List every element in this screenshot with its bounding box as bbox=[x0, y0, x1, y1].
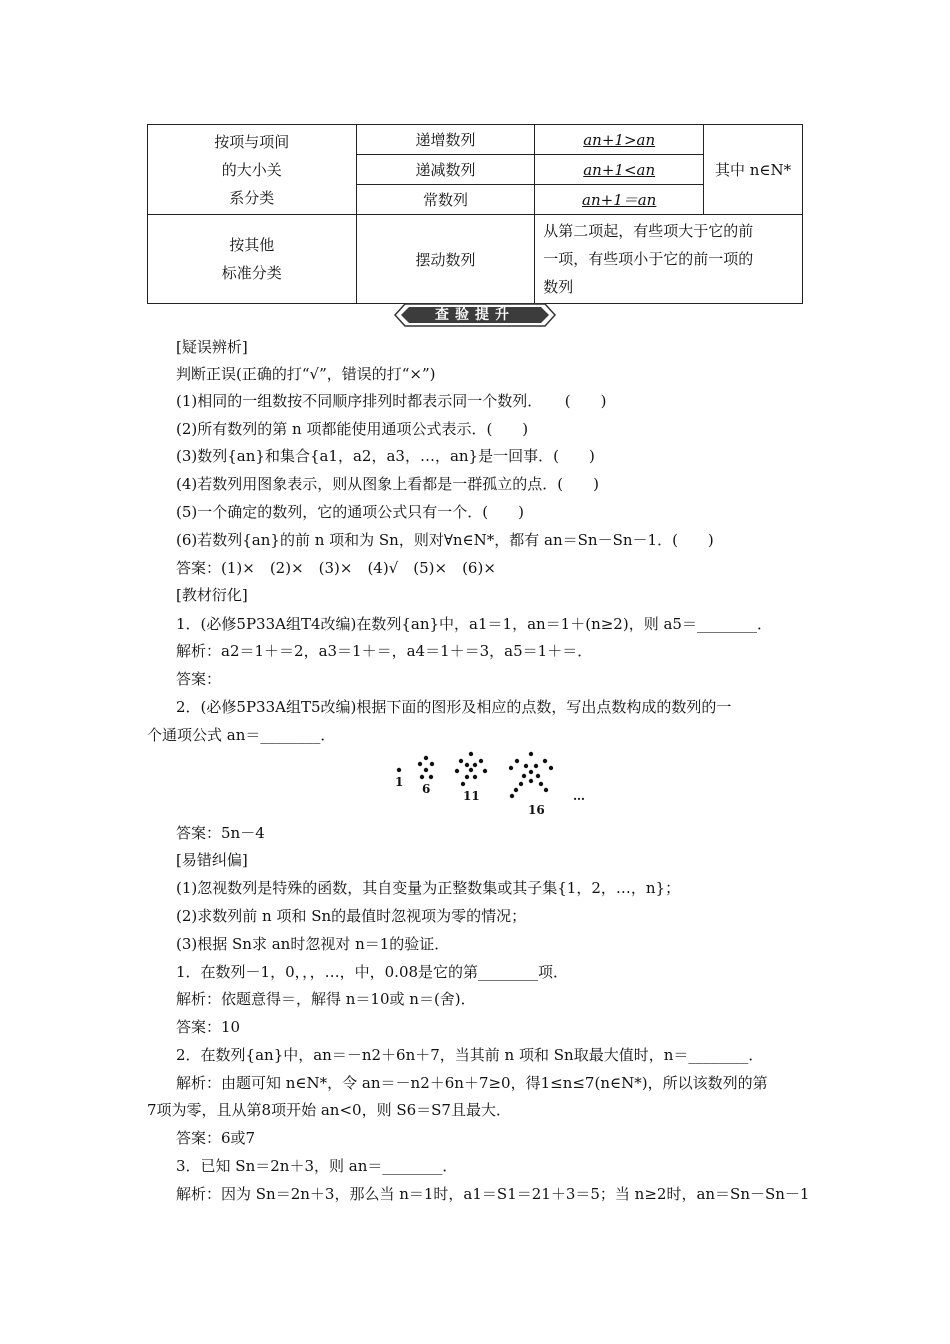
table-cell-note: 其中 n∈N* bbox=[704, 125, 803, 215]
text-line: 2．(必修5P33A组T5改编)根据下面的图形及相应的点数，写出点数构成的数列的一 bbox=[176, 698, 732, 716]
text-line: 答案：(1)× (2)× (3)× (4)√ (5)× (6)× bbox=[176, 559, 496, 577]
table-cell-text: 按项与项间 bbox=[214, 132, 290, 151]
description-line: 一项，有些项小于它的前一项的 bbox=[543, 250, 754, 268]
text-line: [疑误辨析] bbox=[176, 338, 248, 356]
text-line: [易错纠偏] bbox=[176, 851, 248, 869]
condition-text: an+1>an bbox=[583, 130, 656, 149]
text-line: (6)若数列{an}的前 n 项和为 Sn，则对∀n∈N*，都有 an＝Sn－Sn－1．( ) bbox=[176, 531, 714, 549]
text-line: 答案：6或7 bbox=[176, 1129, 256, 1147]
text-line: 1．在数列－1，0，，，…，中，0.08是它的第________项． bbox=[176, 963, 569, 981]
text-line: 2．在数列{an}中，an＝－n2＋6n＋7，当其前 n 项和 Sn取最大值时，n＝________． bbox=[176, 1046, 764, 1064]
figure-label: 1 bbox=[395, 775, 404, 789]
text-line: 3．已知 Sn＝2n＋3，则 an＝________． bbox=[176, 1157, 458, 1175]
figure-label: … bbox=[573, 789, 585, 803]
section-banner bbox=[393, 302, 557, 328]
text-line: 判断正误(正确的打“√”，错误的打“×”) bbox=[176, 365, 436, 383]
dot-pattern-figure bbox=[385, 748, 595, 820]
text-line: (4)若数列用图象表示，则从图象上看都是一群孤立的点．( ) bbox=[176, 475, 599, 493]
text-line: (1)相同的一组数按不同顺序排列时都表示同一个数列． ( ) bbox=[176, 392, 607, 410]
table-cell-text: 标准分类 bbox=[221, 264, 282, 282]
description-line: 数列 bbox=[543, 278, 574, 296]
text-line: 7项为零，且从第8项开始 an<0，则 S6＝S7且最大． bbox=[147, 1101, 511, 1119]
text-line: 答案： bbox=[176, 670, 222, 688]
text-line: 1．(必修5P33A组T4改编)在数列{an}中，a1＝1，an＝1＋(n≥2)，则 a5＝________． bbox=[176, 615, 772, 633]
description-line: 从第二项起，有些项大于它的前 bbox=[543, 222, 754, 240]
table-cell-text: 的大小关 bbox=[221, 160, 282, 179]
table-cell-condition bbox=[535, 155, 704, 185]
text-line: (2)所有数列的第 n 项都能使用通项公式表示．( ) bbox=[176, 420, 529, 438]
table-cell-description bbox=[535, 215, 803, 304]
table-cell-text: 系分类 bbox=[229, 188, 275, 207]
condition-text: an+1＝an bbox=[582, 191, 657, 209]
table-cell-type: 递增数列 bbox=[356, 125, 535, 155]
banner-title: 查验提升 bbox=[435, 307, 515, 323]
text-line: 个通项公式 an＝________． bbox=[147, 726, 336, 744]
text-line: 答案：10 bbox=[176, 1018, 241, 1036]
text-line: 解析：a2＝1＋＝2，a3＝1＋＝，a4＝1＋＝3，a5＝1＋＝． bbox=[176, 642, 593, 660]
text-line: (1)忽视数列是特殊的函数，其自变量为正整数集或其子集{1，2，…，n}； bbox=[176, 879, 681, 897]
text-line: 解析：依题意得＝，解得 n＝10或 n＝(舍)． bbox=[176, 990, 476, 1008]
text-line: (3)根据 Sn求 an时忽视对 n＝1的验证． bbox=[176, 935, 450, 953]
figure-label: 6 bbox=[422, 782, 431, 796]
text-line: 解析：因为 Sn＝2n＋3，那么当 n＝1时，a1＝S1＝21＋3＝5；当 n≥2时，an＝Sn－Sn－1 bbox=[176, 1185, 810, 1203]
text-line: [教材衍化] bbox=[176, 586, 248, 604]
table-cell-type: 常数列 bbox=[356, 185, 535, 215]
table-row-header-other bbox=[148, 215, 357, 304]
table-row-header-size bbox=[148, 125, 357, 215]
text-line: (2)求数列前 n 项和 Sn的最值时忽视项为零的情况； bbox=[176, 907, 527, 925]
condition-text: an+1<an bbox=[583, 160, 656, 179]
figure-label: 16 bbox=[528, 803, 545, 817]
table-cell-condition bbox=[535, 125, 704, 155]
table-cell-type: 摆动数列 bbox=[356, 215, 535, 304]
text-line: (3)数列{an}和集合{a1，a2，a3，…，an}是一回事．( ) bbox=[176, 447, 595, 465]
table-cell-text: 按其他 bbox=[229, 236, 275, 254]
figure-label: 11 bbox=[463, 789, 480, 803]
table-cell-type: 递减数列 bbox=[356, 155, 535, 185]
text-line: 解析：由题可知 n∈N*，令 an＝－n2＋6n＋7≥0，得1≤n≤7(n∈N*)，所以该数列的第 bbox=[176, 1074, 768, 1092]
sequence-classification-table bbox=[147, 124, 803, 304]
text-line: 答案：5n－4 bbox=[176, 824, 265, 842]
text-line: (5)一个确定的数列，它的通项公式只有一个．( ) bbox=[176, 503, 524, 521]
table-cell-condition bbox=[535, 185, 704, 215]
